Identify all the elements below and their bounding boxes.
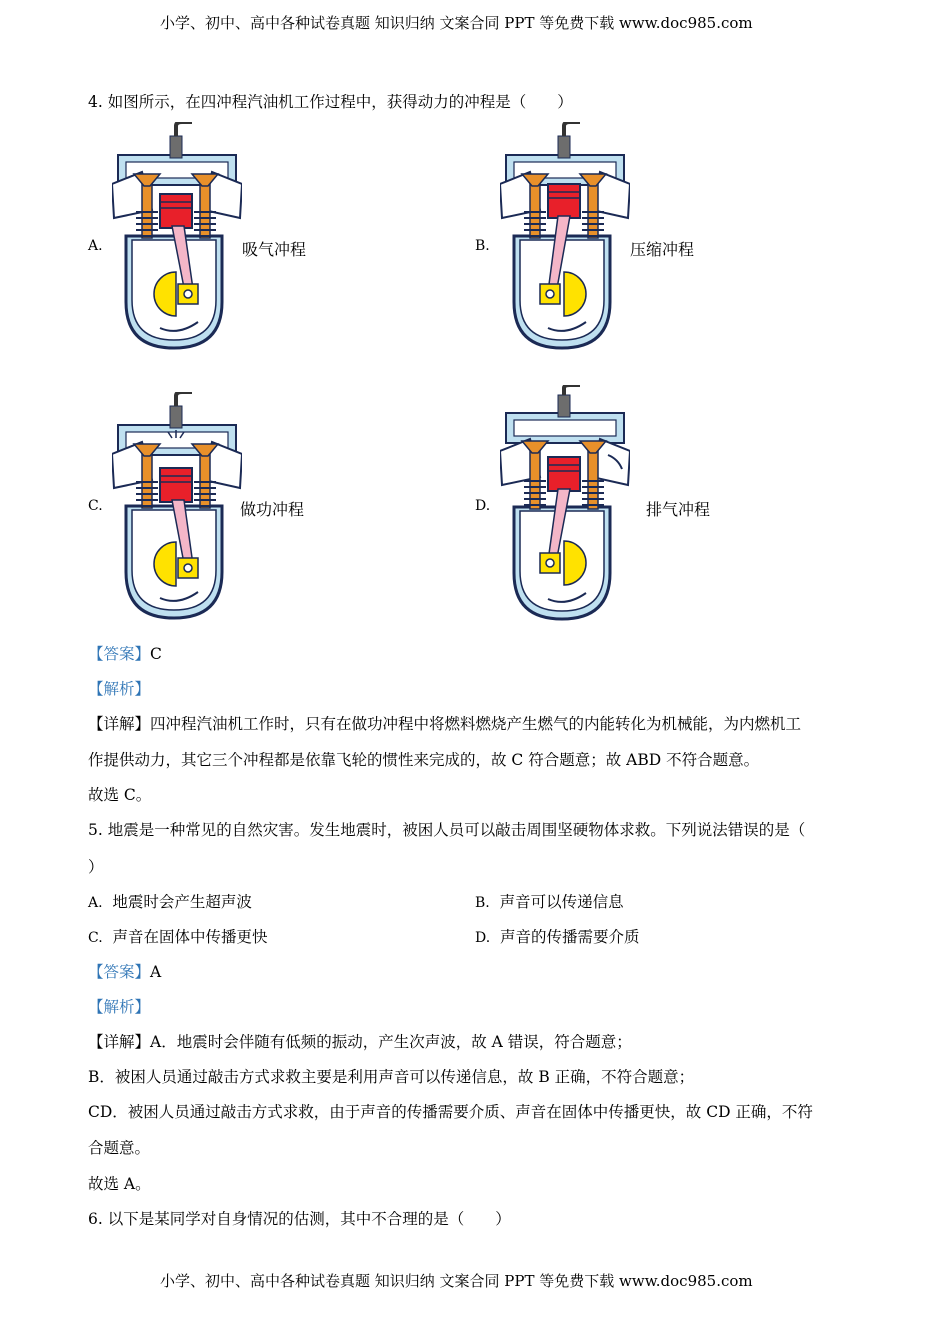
q4-option-c-letter: C. bbox=[88, 498, 103, 514]
q4-option-b-letter: B. bbox=[475, 238, 490, 254]
engine-diagram-compression bbox=[500, 122, 630, 354]
engine-diagram-intake bbox=[112, 122, 242, 354]
q4-option-c-caption: 做功冲程 bbox=[240, 500, 305, 519]
q4-option-d-letter: D. bbox=[475, 498, 491, 514]
q5-option-c bbox=[88, 925, 268, 947]
option-text: 声音在固体中传播更快 bbox=[112, 928, 268, 946]
q4-answer bbox=[88, 642, 162, 664]
q4-stem: 4. 如图所示，在四冲程汽油机工作过程中，获得动力的冲程是（ ） bbox=[88, 93, 573, 111]
q5-analysis-tag: 【解析】 bbox=[88, 998, 151, 1016]
answer-value: A bbox=[150, 963, 162, 981]
q6-stem: 6. 以下是某同学对自身情况的估测，其中不合理的是（ ） bbox=[88, 1210, 511, 1228]
q4-option-a-caption: 吸气冲程 bbox=[242, 240, 307, 259]
q4-option-b-caption: 压缩冲程 bbox=[630, 240, 695, 259]
option-text: 声音可以传递信息 bbox=[499, 893, 624, 911]
q5-detail-line3: CD．被困人员通过敲击方式求救，由于声音的传播需要介质、声音在固体中传播更快，故 CD 正确，不符 bbox=[88, 1103, 813, 1121]
page-header: 小学、初中、高中各种试卷真题 知识归纳 文案合同 PPT 等免费下载 www.doc985.com bbox=[160, 14, 753, 32]
detail-tag: 【详解】 bbox=[88, 715, 151, 733]
option-letter: C. bbox=[88, 930, 103, 946]
answer-value: C bbox=[150, 645, 162, 663]
option-letter: A. bbox=[88, 895, 103, 911]
page-footer: 小学、初中、高中各种试卷真题 知识归纳 文案合同 PPT 等免费下载 www.doc985.com bbox=[160, 1272, 753, 1290]
engine-diagram-power bbox=[112, 392, 242, 624]
detail-tag: 【详解】 bbox=[88, 1033, 151, 1051]
q5-option-a bbox=[88, 890, 252, 912]
answer-tag: 【答案】 bbox=[88, 963, 151, 981]
q4-option-d-caption: 排气冲程 bbox=[646, 500, 711, 519]
option-letter: D. bbox=[475, 930, 491, 946]
q5-answer bbox=[88, 960, 161, 982]
q4-analysis-tag: 【解析】 bbox=[88, 680, 151, 698]
option-text: 声音的传播需要介质 bbox=[500, 928, 640, 946]
detail-text: A．地震时会伴随有低频的振动，产生次声波，故 A 错误，符合题意； bbox=[150, 1033, 632, 1051]
option-text: 地震时会产生超声波 bbox=[112, 893, 252, 911]
q4-detail-line1 bbox=[88, 712, 801, 734]
option-letter: B. bbox=[475, 895, 490, 911]
q5-detail-line1 bbox=[88, 1030, 632, 1052]
q5-conclusion: 故选 A。 bbox=[88, 1175, 151, 1193]
q5-detail-line2: B．被困人员通过敲击方式求救主要是利用声音可以传递信息，故 B 正确，不符合题意； bbox=[88, 1068, 695, 1086]
q5-detail-line4: 合题意。 bbox=[88, 1139, 151, 1157]
engine-diagram-exhaust bbox=[500, 385, 630, 625]
q5-stem-line2: ） bbox=[88, 858, 104, 876]
q5-stem-line1: 5. 地震是一种常见的自然灾害。发生地震时，被困人员可以敲击周围坚硬物体求救。下列说法错误的是（ bbox=[88, 821, 806, 839]
answer-tag: 【答案】 bbox=[88, 645, 151, 663]
q5-option-b bbox=[475, 890, 624, 912]
q4-option-a-letter: A. bbox=[88, 238, 103, 254]
q5-option-d bbox=[475, 925, 640, 947]
q4-detail-line2: 作提供动力，其它三个冲程都是依靠飞轮的惯性来完成的，故 C 符合题意；故 ABD 不符合题意。 bbox=[88, 751, 760, 769]
detail-text: 四冲程汽油机工作时，只有在做功冲程中将燃料燃烧产生燃气的内能转化为机械能，为内燃机工 bbox=[150, 715, 802, 733]
q4-conclusion: 故选 C。 bbox=[88, 786, 152, 804]
